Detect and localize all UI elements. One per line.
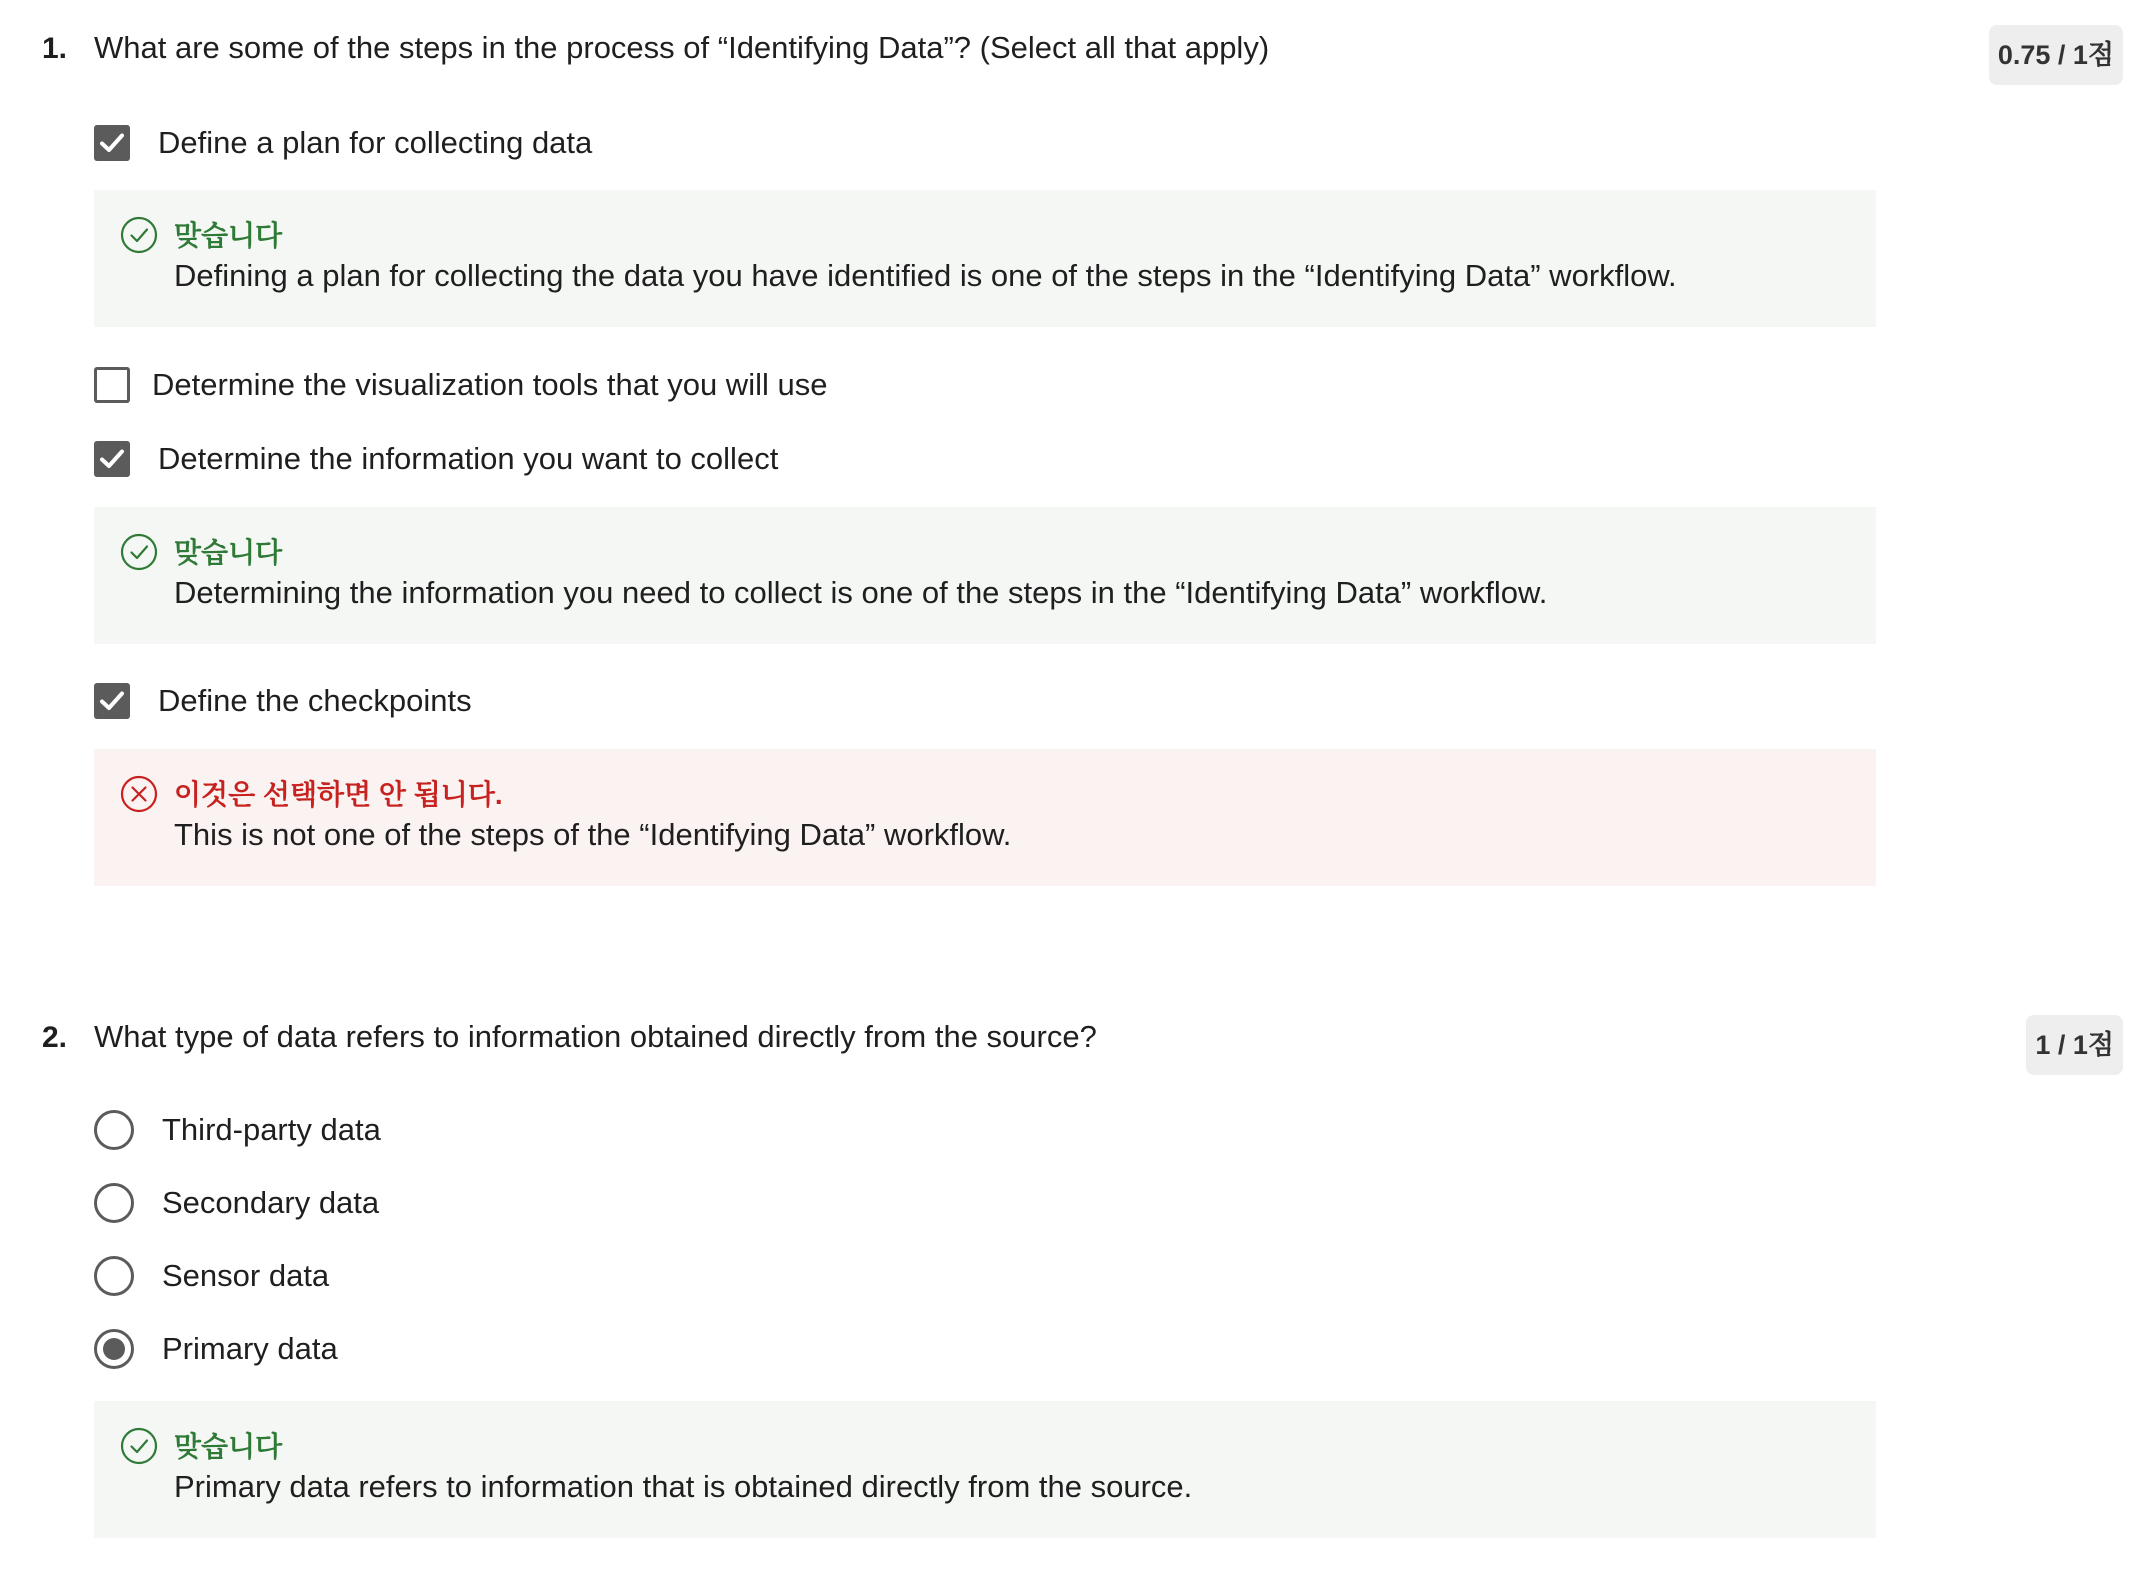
feedback-correct (94, 190, 1876, 327)
option-label: Define the checkpoints (158, 683, 472, 718)
feedback-title: 맞습니다 (174, 537, 283, 568)
option-radio[interactable] (94, 1183, 379, 1223)
radio-dot (103, 1338, 125, 1360)
question-text: What are some of the steps in the process of “Identifying Data”? (Select all that apply) (94, 30, 1270, 65)
question-text: What type of data refers to information obtained directly from the source? (94, 1019, 1097, 1054)
check-circle-icon (120, 216, 158, 254)
score-badge: 1 / 1점 (2026, 1015, 2123, 1075)
radio-unselected-icon[interactable] (94, 1110, 134, 1150)
checkbox-checked-icon[interactable] (94, 683, 130, 719)
checkbox-checked-icon[interactable] (94, 125, 130, 161)
checkbox-checked-icon[interactable] (94, 441, 130, 477)
option-radio[interactable] (94, 1110, 381, 1150)
score-badge: 0.75 / 1점 (1989, 25, 2123, 85)
option-radio[interactable] (94, 1256, 329, 1296)
option-checkbox[interactable] (94, 439, 778, 479)
option-label: Determine the information you want to collect (158, 441, 779, 476)
feedback-text: Determining the information you need to collect is one of the steps in the “Identifying Data” workflow. (174, 575, 1548, 610)
x-circle-icon (120, 775, 158, 813)
option-radio[interactable] (94, 1329, 338, 1369)
feedback-title: 맞습니다 (174, 1431, 283, 1462)
option-label: Define a plan for collecting data (158, 125, 593, 160)
option-label: Determine the visualization tools that you will use (152, 367, 828, 402)
feedback-correct (94, 507, 1876, 644)
check-circle-icon (120, 533, 158, 571)
feedback-correct (94, 1401, 1876, 1538)
feedback-text: Primary data refers to information that is obtained directly from the source. (174, 1469, 1193, 1504)
radio-unselected-icon[interactable] (94, 1256, 134, 1296)
option-label: Secondary data (162, 1185, 380, 1220)
question-number: 1. (42, 32, 68, 65)
option-label: Sensor data (162, 1258, 330, 1293)
feedback-title: 이것은 선택하면 안 됩니다. (174, 779, 503, 810)
option-checkbox[interactable] (94, 365, 827, 405)
radio-unselected-icon[interactable] (94, 1183, 134, 1223)
option-label: Primary data (162, 1331, 338, 1366)
feedback-title: 맞습니다 (174, 220, 283, 251)
option-checkbox[interactable] (94, 123, 592, 163)
checkbox-unchecked-icon[interactable] (94, 367, 130, 403)
option-label: Third-party data (162, 1112, 381, 1147)
option-checkbox[interactable] (94, 681, 472, 721)
feedback-text: Defining a plan for collecting the data you have identified is one of the steps in the “Identifying Data” workflow. (174, 258, 1677, 293)
question-number: 2. (42, 1021, 68, 1054)
feedback-text: This is not one of the steps of the “Identifying Data” workflow. (174, 817, 1012, 852)
radio-selected-icon[interactable] (94, 1329, 134, 1369)
feedback-incorrect (94, 749, 1876, 886)
check-circle-icon (120, 1427, 158, 1465)
